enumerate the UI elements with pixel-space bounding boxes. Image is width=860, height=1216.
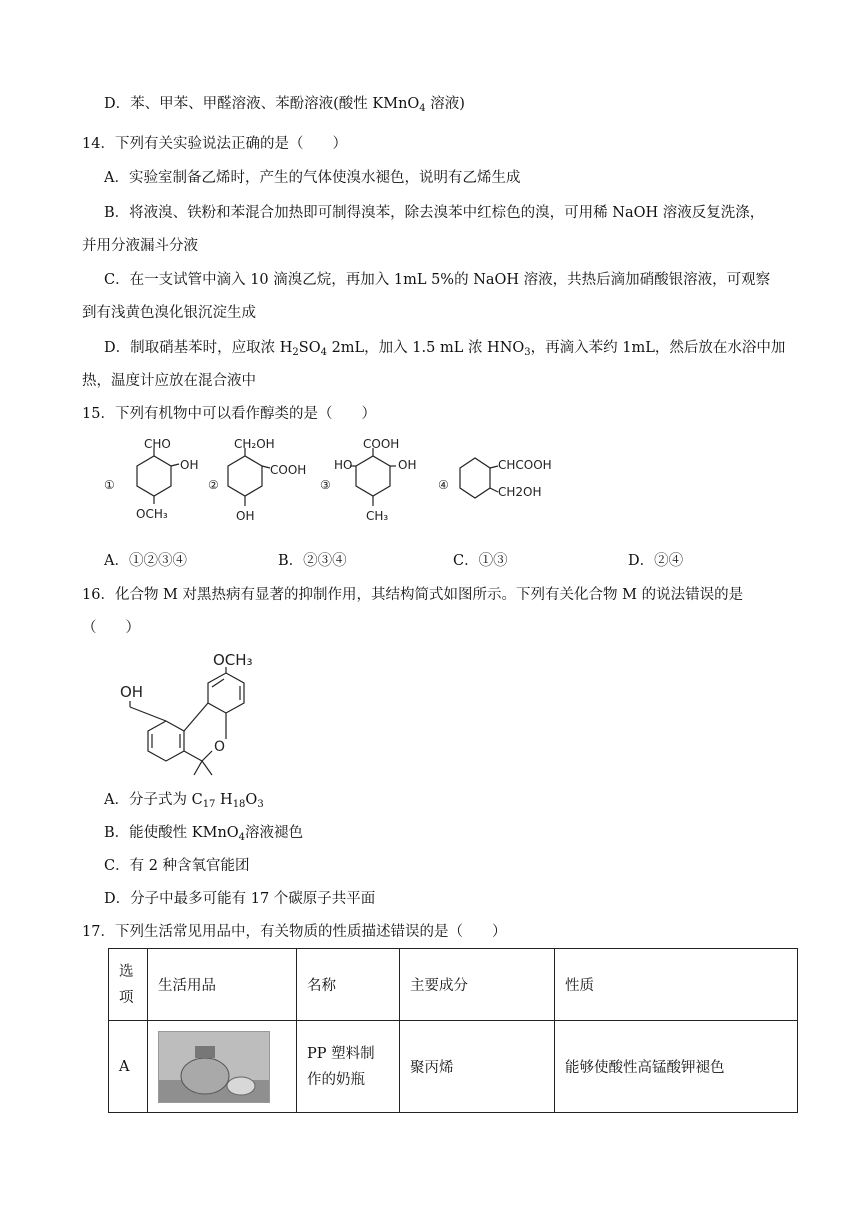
cell-property: 能够使酸性高锰酸钾褪色	[555, 1021, 798, 1113]
table-row	[109, 1021, 798, 1113]
molecule-1	[104, 437, 198, 521]
cell-option: A	[109, 1021, 148, 1113]
mol1-oh: OH	[180, 458, 199, 472]
mol2-oh: OH	[236, 509, 255, 523]
header-name: 名称	[297, 949, 400, 1021]
q16-stem-line2: （ ）	[82, 620, 140, 636]
mol3-oh: OH	[398, 458, 417, 472]
q14-option-d-line1: D．制取硝基苯时，应取浓 $H_2SO_4$ 2mL，加入 1.5 mL 浓 $HNO_3$，再滴入苯约 1mL，然后放在水浴中加	[104, 340, 786, 358]
q15-option-c: C．①③	[453, 553, 508, 569]
mol1-och3: OCH₃	[136, 507, 168, 521]
molecule-2	[208, 437, 306, 523]
header-item: 生活用品	[148, 949, 297, 1021]
q15-option-a: A．①②③④	[104, 553, 187, 569]
q16-structure	[110, 645, 280, 785]
mol1-number: ①	[104, 478, 115, 492]
q16-stem-line1: 16．化合物 M 对黑热病有显著的抑制作用，其结构简式如图所示。下列有关化合物 M 的说法错误的是	[82, 587, 744, 603]
cell-image	[148, 1021, 297, 1113]
q14-option-c-line2: 到有浅黄色溴化银沉淀生成	[82, 305, 256, 321]
header-option: 选 项	[109, 949, 148, 1021]
q16-option-b: B．能使酸性 KMnO$_4$溶液褪色	[104, 825, 304, 843]
mol2-cooh: COOH	[270, 463, 307, 477]
mol3-cooh: COOH	[363, 437, 400, 451]
molecule-4	[438, 458, 552, 499]
q16-o-label: O	[214, 739, 226, 755]
mol4-ch2oh: CH2OH	[498, 485, 542, 499]
q16-oh-label: OH	[120, 683, 144, 701]
q16-och3-label: OCH₃	[213, 651, 253, 669]
q15-option-d: D．②④	[628, 553, 684, 569]
q14-stem: 14．下列有关实验说法正确的是（ ）	[82, 136, 347, 152]
q14-option-d-line2: 热，温度计应放在混合液中	[82, 373, 256, 389]
q14-option-c-line1: C．在一支试管中滴入 10 滴溴乙烷，再加入 1mL 5%的 NaOH 溶液，共热后滴加硝酸银溶液，可观察	[104, 272, 771, 288]
q15-option-b: B．②③④	[278, 553, 347, 569]
mol1-cho: CHO	[144, 437, 171, 451]
molecule-3	[320, 437, 416, 523]
q17-stem: 17．下列生活常见用品中，有关物质的性质描述错误的是（ ）	[82, 924, 507, 940]
q16-option-d: D．分子中最多可能有 17 个碳原子共平面	[104, 891, 376, 907]
mol2-number: ②	[208, 478, 219, 492]
mol2-ch2oh: CH₂OH	[234, 437, 275, 451]
mol4-chcooh: CHCOOH	[498, 458, 552, 472]
q14-option-b-line2: 并用分液漏斗分液	[82, 238, 198, 254]
mol3-number: ③	[320, 478, 331, 492]
header-property: 性质	[555, 949, 798, 1021]
table-header-row	[109, 949, 798, 1021]
baby-bottle-image	[158, 1031, 270, 1103]
header-composition: 主要成分	[400, 949, 555, 1021]
q14-option-b-line1: B．将液溴、铁粉和苯混合加热即可制得溴苯，除去溴苯中红棕色的溴，可用稀 NaOH 溶液反复洗涤，	[104, 205, 765, 221]
cell-name: PP 塑料制作的奶瓶	[297, 1021, 400, 1113]
mol3-ch3: CH₃	[366, 509, 389, 523]
cell-composition: 聚丙烯	[400, 1021, 555, 1113]
q15-structures	[100, 436, 570, 536]
mol3-ho: HO	[334, 458, 353, 472]
q17-table	[108, 948, 798, 1113]
q16-option-c: C．有 2 种含氧官能团	[104, 858, 250, 874]
q15-stem: 15．下列有机物中可以看作醇类的是（ ）	[82, 406, 376, 422]
q14-option-a: A．实验室制备乙烯时，产生的气体使溴水褪色，说明有乙烯生成	[104, 170, 521, 186]
q13-option-d: D．苯、甲苯、甲醛溶液、苯酚溶液(酸性 KMnO$_4$ 溶液)	[104, 96, 465, 114]
mol4-number: ④	[438, 478, 449, 492]
q16-option-a: A．分子式为 $C_{17}$ $H_{18}O_3$	[104, 792, 264, 810]
